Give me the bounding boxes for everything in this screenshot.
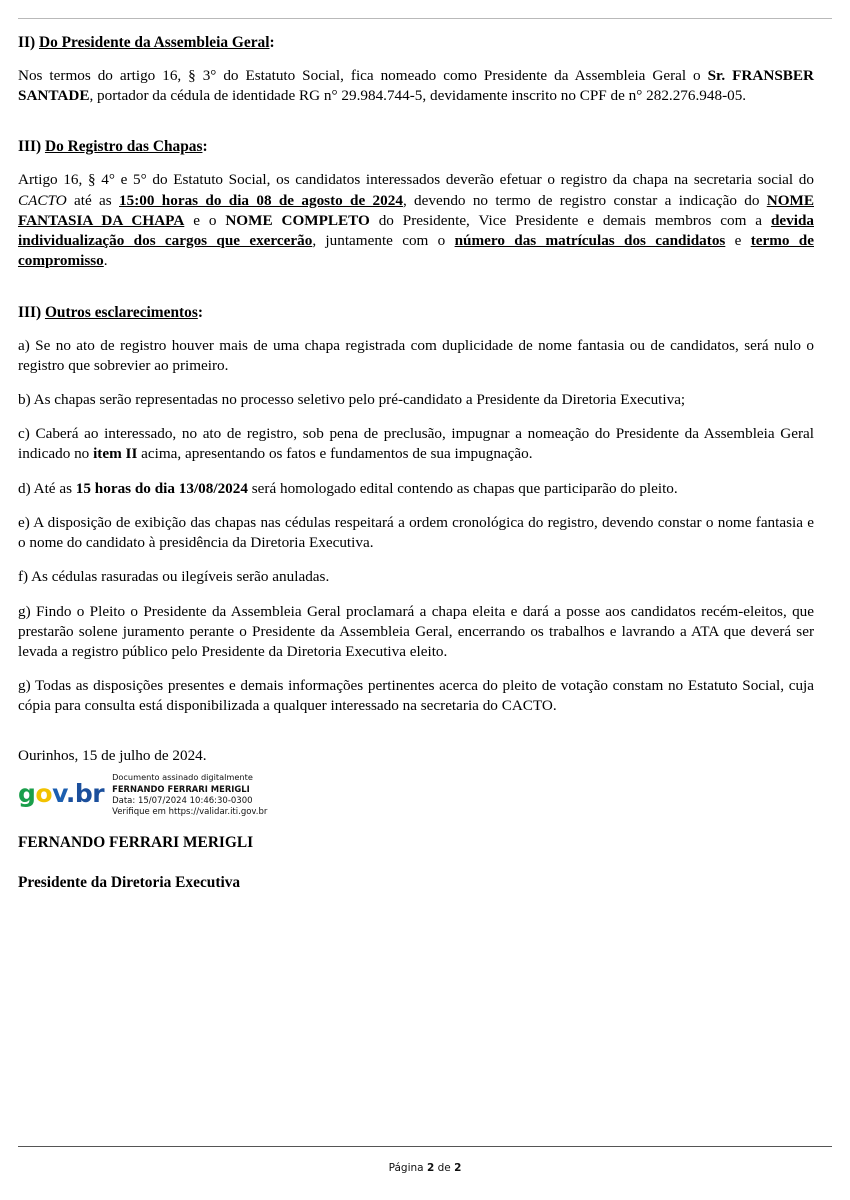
paragraph-item-a bbox=[18, 336, 814, 376]
paragraph-registro bbox=[18, 170, 814, 271]
run-text: d) Até as bbox=[18, 479, 76, 497]
run-text: , devendo no termo de registro constar a indicação do bbox=[402, 191, 767, 209]
document-body bbox=[18, 34, 814, 892]
run-text-bold-underline: 15:00 horas do dia 08 de agosto de 2024 bbox=[119, 191, 403, 209]
section-heading-outros-esclarecimentos bbox=[18, 304, 814, 322]
run-text-bold-underline: NOME FANTASIA DA CHAPA bbox=[18, 191, 814, 229]
signature-block bbox=[18, 747, 814, 893]
paragraph-item-d bbox=[18, 479, 814, 499]
section-heading-registro-chapas bbox=[18, 138, 814, 156]
run-text: a) Se no ato de registro houver mais de uma chapa registrada com duplicidade de nome fantasia ou de candidatos, será nulo o registro que sobrevier ao primeiro. bbox=[18, 336, 814, 374]
run-text: será homologado edital contendo as chapas que participarão do pleito. bbox=[247, 479, 678, 497]
run-text: e bbox=[725, 232, 751, 250]
stamp-line-3: Data: 15/07/2024 10:46:30-0300 bbox=[112, 796, 253, 807]
run-text: b) As chapas serão representadas no processo seletivo pelo pré-candidato a Presidente da Diretoria Executiva; bbox=[18, 390, 686, 408]
section-spacer bbox=[18, 120, 814, 138]
signatory-name: FERNANDO FERRARI MERIGLI bbox=[18, 834, 254, 852]
footer-label: Página bbox=[388, 1162, 424, 1174]
paragraph-item-g2 bbox=[18, 676, 814, 716]
run-text-bold: item II bbox=[93, 445, 138, 463]
run-text-bold: 15 horas do dia 13/08/2024 bbox=[75, 479, 248, 497]
run-text: . bbox=[103, 252, 108, 270]
heading-colon: : bbox=[197, 303, 203, 321]
page-footer bbox=[0, 1162, 850, 1174]
run-text: do Presidente, Vice Presidente e demais membros com a bbox=[369, 211, 771, 229]
run-text-italic: CACTO bbox=[18, 191, 67, 209]
run-text: Artigo 16, § 4° e 5° do Estatuto Social, os candidatos interessados deverão efetuar o registro da chapa na secretaria social do bbox=[18, 171, 814, 189]
run-text-bold: Sr. FRANSBER SANTADE bbox=[18, 67, 814, 105]
section-spacer bbox=[18, 286, 814, 304]
heading-title: Outros esclarecimentos bbox=[44, 303, 198, 321]
signatory-role: Presidente da Diretoria Executiva bbox=[18, 874, 241, 892]
run-text: e o bbox=[184, 211, 226, 229]
heading-number: III) bbox=[18, 138, 42, 156]
run-text: g) Todas as disposições presentes e demais informações pertinentes acerca do pleito de votação constam no Estatuto Social, cuja cópia para consulta está disponibilizada a qualquer interessado na secretaria do CACTO. bbox=[18, 677, 814, 715]
paragraph-item-c bbox=[18, 424, 814, 464]
heading-title: Do Presidente da Assembleia Geral bbox=[38, 34, 270, 51]
header-divider bbox=[18, 18, 832, 19]
run-text-bold-underline: termo de compromisso bbox=[18, 232, 814, 270]
stamp-line-1: Documento assinado digitalmente bbox=[112, 771, 253, 782]
section-heading-presidente-assembleia bbox=[18, 34, 814, 52]
stamp-line-4: Verifique em https://validar.iti.gov.br bbox=[112, 807, 268, 818]
run-text: f) As cédulas rasuradas ou ilegíveis serão anuladas. bbox=[18, 568, 330, 586]
paragraph-nomeacao bbox=[18, 66, 814, 106]
run-text: Nos termos do artigo 16, § 3° do Estatuto Social, fica nomeado como Presidente da Assembleia Geral o bbox=[18, 67, 708, 84]
govbr-logo-icon: gov.br bbox=[18, 778, 105, 808]
digital-signature-stamp bbox=[18, 771, 814, 819]
paragraph-item-b bbox=[18, 390, 814, 410]
heading-colon: : bbox=[202, 138, 208, 156]
run-text: g) Findo o Pleito o Presidente da Assembleia Geral proclamará a chapa eleita e dará a posse aos candidatos recém-eleitos, que prestarão solene juramento perante o Presidente da Assembleia Geral, encerrando os trabalhos e lavrando a ATA que deverá ser levada a registro público pelo Presidente da Diretoria Executiva eleito. bbox=[18, 602, 814, 660]
footer-current-page: 2 bbox=[426, 1162, 435, 1174]
heading-title: Do Registro das Chapas bbox=[44, 138, 203, 156]
run-text-bold: NOME COMPLETO bbox=[225, 211, 370, 229]
stamp-line-2: FERNANDO FERRARI MERIGLI bbox=[112, 783, 250, 794]
govbr-logo-suffix: .br bbox=[65, 778, 105, 808]
heading-number: II) bbox=[18, 34, 36, 51]
heading-colon: : bbox=[269, 34, 275, 51]
heading-number: III) bbox=[18, 303, 42, 321]
run-text: , juntamente com o bbox=[312, 232, 455, 250]
run-text: e) A disposição de exibição das chapas nas cédulas respeitará a ordem cronológica do registro, devendo constar o nome fantasia e o nome do candidato à presidência da Diretoria Executiva. bbox=[18, 513, 814, 552]
run-text: até as bbox=[66, 191, 120, 209]
run-text-bold-underline: número das matrículas dos candidatos bbox=[454, 232, 726, 250]
paragraph-item-g1 bbox=[18, 602, 814, 663]
date-line: Ourinhos, 15 de julho de 2024. bbox=[18, 746, 207, 764]
footer-total-pages: 2 bbox=[454, 1162, 462, 1174]
paragraph-item-e bbox=[18, 513, 814, 553]
run-text: c) Caberá ao interessado, no ato de registro, sob pena de preclusão, impugnar a nomeação do Presidente da Assembleia Geral indicado no bbox=[18, 425, 814, 463]
run-text: , portador da cédula de identidade RG n° 29.984.744-5, devidamente inscrito no CPF de n° 282.276.948-05. bbox=[89, 87, 747, 105]
run-text: acima, apresentando os fatos e fundamentos de sua impugnação. bbox=[137, 445, 533, 463]
paragraph-item-f bbox=[18, 567, 814, 587]
run-text-bold-underline: devida individualização dos cargos que exercerão bbox=[18, 211, 814, 250]
digital-stamp-text bbox=[112, 771, 267, 819]
footer-separator: de bbox=[437, 1162, 451, 1174]
footer-divider bbox=[18, 1146, 832, 1147]
